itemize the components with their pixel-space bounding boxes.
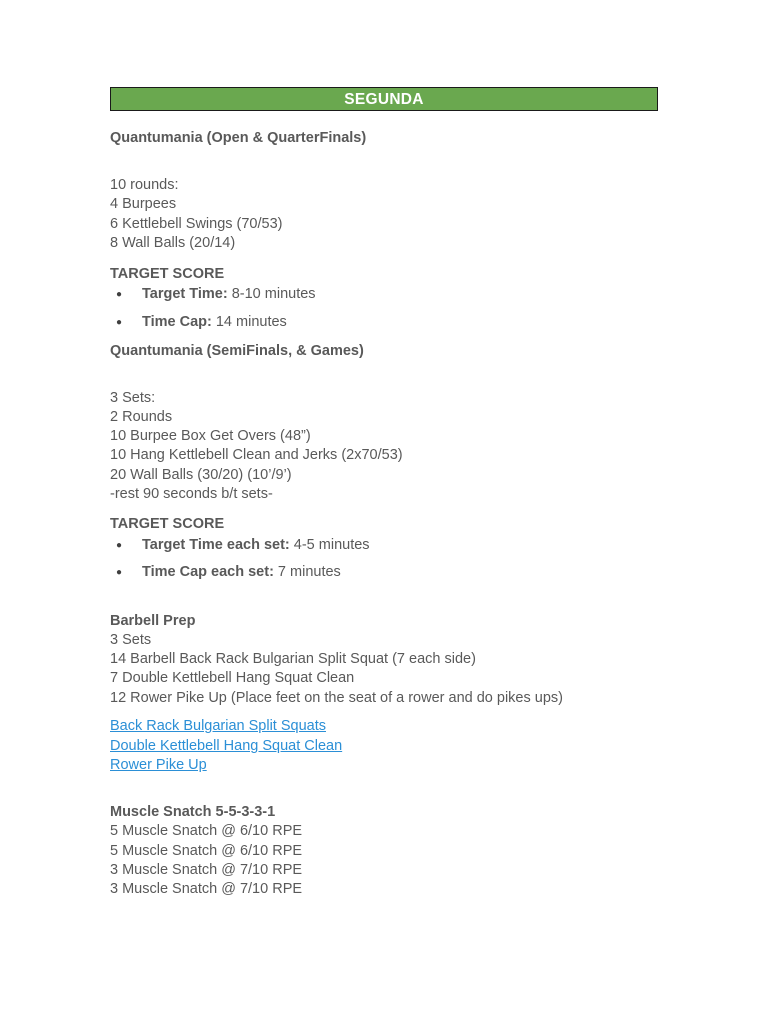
workout-line: 5 Muscle Snatch @ 6/10 RPE (110, 843, 303, 859)
target-time-item (142, 285, 316, 304)
link-kettlebell-hang-squat-clean[interactable]: Double Kettlebell Hang Squat Clean (110, 738, 343, 754)
target-time-item (142, 536, 370, 555)
workout-line: 12 Rower Pike Up (Place feet on the seat of a rower and do pikes ups) (110, 690, 563, 706)
workout-line: 8 Wall Balls (20/14) (110, 235, 236, 251)
workout-line: 3 Sets (110, 632, 152, 648)
bullet-icon: ● (116, 540, 123, 551)
workout-line: 20 Wall Balls (30/20) (10’/9’) (110, 467, 292, 483)
workout-line: 3 Muscle Snatch @ 7/10 RPE (110, 862, 303, 878)
item-value: 14 minutes (211, 314, 287, 330)
item-label: Target Time each set: (142, 537, 290, 553)
workout-line: -rest 90 seconds b/t sets- (110, 486, 273, 502)
bullet-icon: ● (116, 289, 123, 300)
time-cap-item (142, 563, 341, 582)
bullet-icon: ● (116, 567, 123, 578)
workout-title-games: Quantumania (SemiFinals, & Games) (110, 343, 364, 359)
workout-line: 2 Rounds (110, 409, 173, 425)
link-rower-pike-up[interactable]: Rower Pike Up (110, 757, 207, 773)
workout-line: 6 Kettlebell Swings (70/53) (110, 216, 283, 232)
workout-line: 14 Barbell Back Rack Bulgarian Split Squat (7 each side) (110, 651, 476, 667)
link-bulgarian-split-squats[interactable]: Back Rack Bulgarian Split Squats (110, 718, 326, 734)
item-label: Target Time: (142, 286, 228, 302)
item-value: 7 minutes (273, 564, 341, 580)
workout-line: 4 Burpees (110, 196, 177, 212)
workout-line: 3 Muscle Snatch @ 7/10 RPE (110, 881, 303, 897)
muscle-snatch-title: Muscle Snatch 5-5-3-3-1 (110, 804, 276, 820)
item-value: 4-5 minutes (289, 537, 370, 553)
workout-line: 7 Double Kettlebell Hang Squat Clean (110, 670, 355, 686)
item-label: Time Cap each set: (142, 564, 274, 580)
item-label: Time Cap: (142, 314, 212, 330)
workout-line: 10 Hang Kettlebell Clean and Jerks (2x70/53) (110, 447, 403, 463)
target-score-heading: TARGET SCORE (110, 266, 225, 282)
day-banner: SEGUNDA (110, 87, 658, 111)
time-cap-item (142, 313, 287, 332)
item-value: 8-10 minutes (227, 286, 316, 302)
workout-line: 10 Burpee Box Get Overs (48”) (110, 428, 311, 444)
target-score-heading: TARGET SCORE (110, 516, 225, 532)
workout-line: 5 Muscle Snatch @ 6/10 RPE (110, 823, 303, 839)
workout-title-open: Quantumania (Open & QuarterFinals) (110, 130, 367, 146)
barbell-prep-title: Barbell Prep (110, 613, 196, 629)
workout-line: 10 rounds: (110, 177, 179, 193)
bullet-icon: ● (116, 317, 123, 328)
workout-line: 3 Sets: (110, 390, 156, 406)
